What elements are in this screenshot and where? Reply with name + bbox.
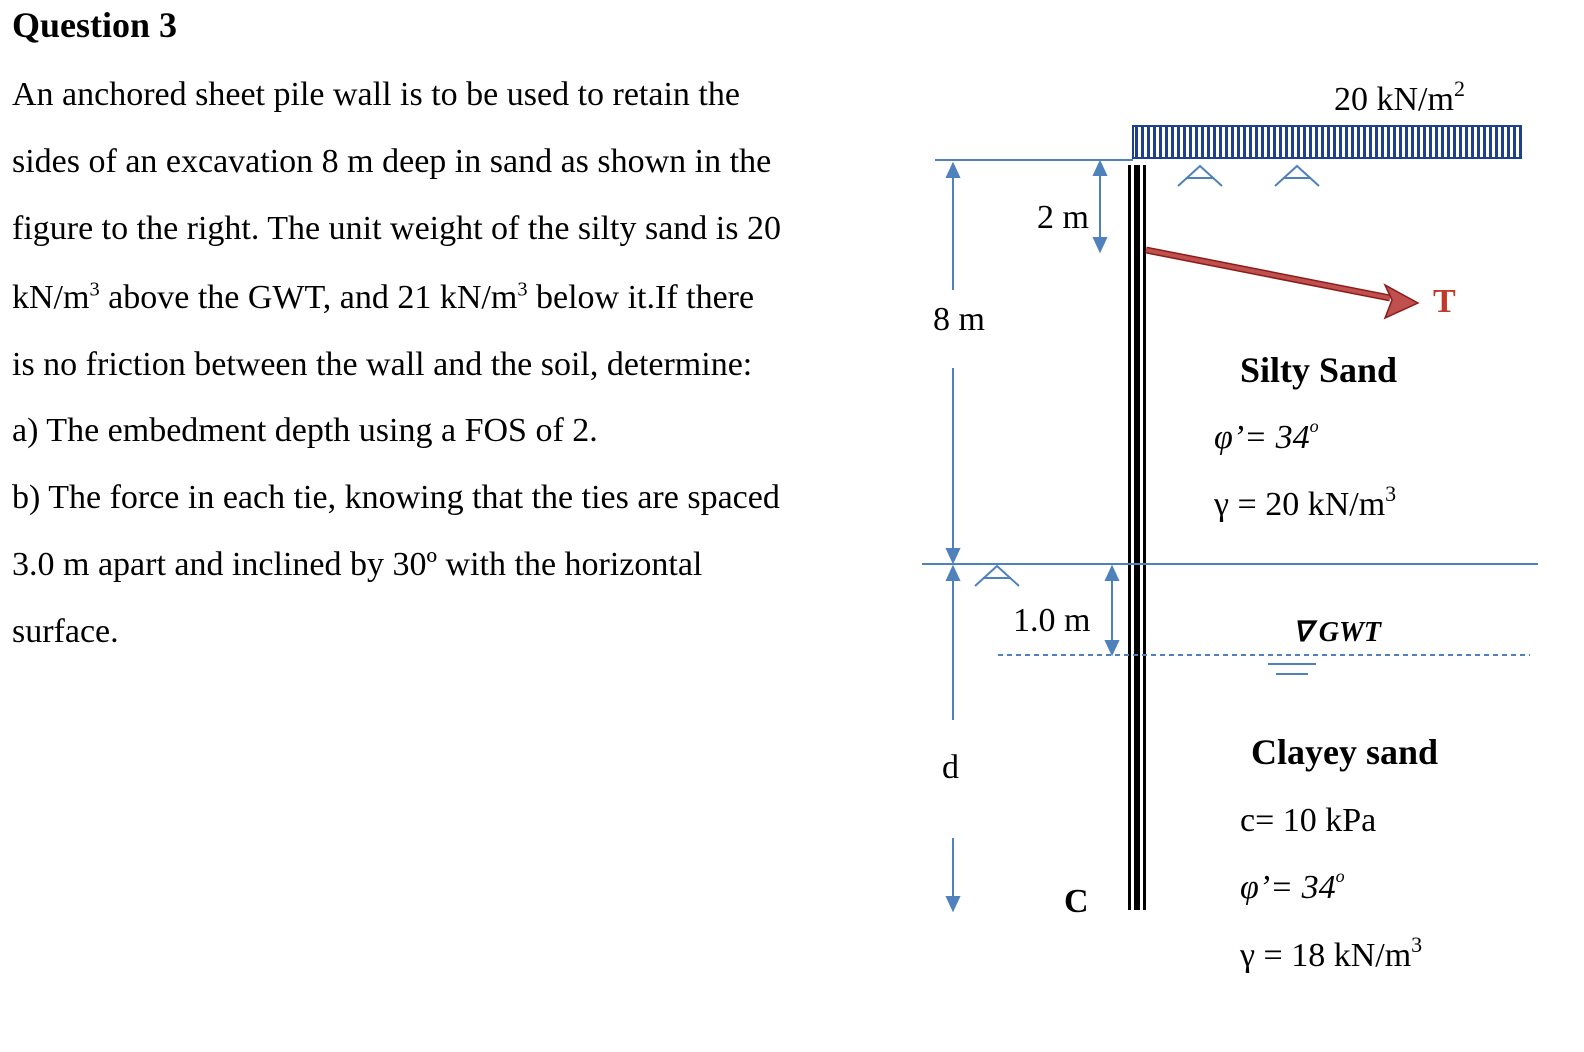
dimension-d <box>947 567 959 910</box>
dimension-d-label: d <box>942 749 959 786</box>
question-text-line: surface. <box>12 613 119 650</box>
question-text-line: is no friction between the wall and the soil, determine: <box>12 346 753 383</box>
text-segment: above the GWT, and 21 kN/m <box>99 279 518 316</box>
dimension-1m <box>1106 567 1118 654</box>
layer1-name: Silty Sand <box>1240 350 1398 390</box>
layer1-gamma: γ = 20 $kN/m^3$ <box>1214 481 1397 523</box>
point-c-label: C <box>1064 883 1089 920</box>
question-text-line: sides of an excavation 8 m deep in sand as shown in the <box>12 143 772 180</box>
layer2-cohesion: c= 10 kPa <box>1240 802 1377 839</box>
gwt-symbol <box>1268 664 1316 674</box>
excavation-surface-symbol <box>975 566 1019 586</box>
tie-force-label: T <box>1433 283 1456 320</box>
dimension-2m-label: 2 m <box>1037 199 1089 236</box>
ground-surface-symbol <box>1178 166 1319 186</box>
dimension-8m-label: 8 m <box>933 301 985 338</box>
layer2-phi: φ’= $34^o$ <box>1240 866 1345 906</box>
tie-rod <box>1146 250 1418 318</box>
layer2-name: Clayey sand <box>1251 732 1439 772</box>
dimension-8m <box>947 164 959 562</box>
gwt-label: ∇ GWT <box>1293 617 1381 648</box>
text-segment: below it.If there <box>527 279 755 316</box>
superscript: 3 <box>517 278 528 301</box>
sheet-pile-wall <box>1128 165 1146 910</box>
question-title: Question 3 <box>12 5 178 45</box>
layer2-gamma: γ = 18 $kN/m^3$ <box>1240 932 1423 974</box>
text-segment: kN/m <box>12 279 90 316</box>
question-part-b: b) The force in each tie, knowing that the ties are spaced <box>12 479 780 516</box>
surcharge-load-block <box>1133 126 1521 158</box>
dimension-2m <box>1094 162 1106 251</box>
dimension-1m-label: 1.0 m <box>1013 602 1091 639</box>
question-text-line: 3.0 m apart and inclined by 30º with the horizontal <box>12 546 703 583</box>
question-part-a: a) The embedment depth using a FOS of 2. <box>12 412 598 449</box>
surcharge-label: 20 $kN/m^2$ <box>1334 76 1465 118</box>
question-text-line: figure to the right. The unit weight of the silty sand is 20 <box>12 210 781 247</box>
layer1-phi: φ’= $34^o$ <box>1214 416 1319 456</box>
question-text-line: An anchored sheet pile wall is to be used to retain the <box>12 76 740 113</box>
superscript: 3 <box>89 278 100 301</box>
